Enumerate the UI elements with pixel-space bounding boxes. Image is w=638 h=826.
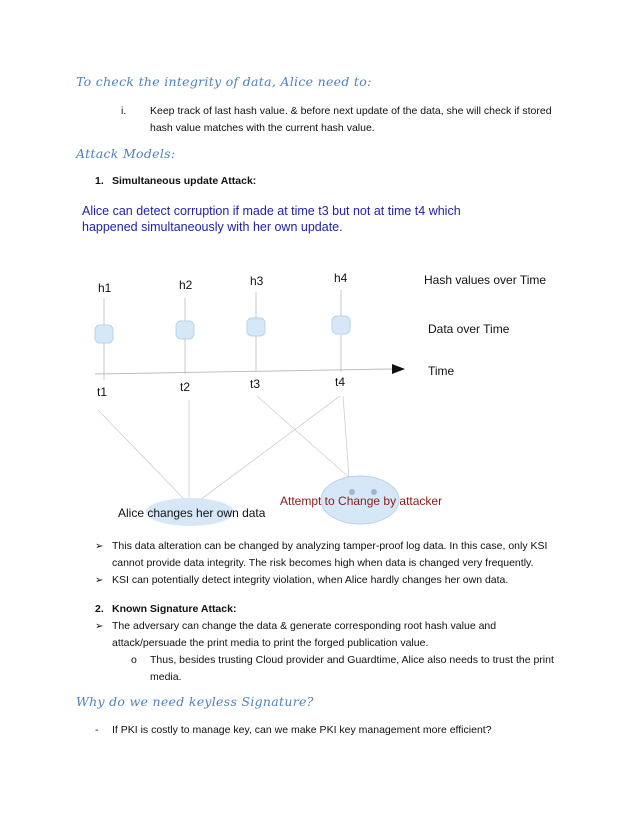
data-node-4 bbox=[332, 316, 350, 334]
bullet1-line1: This data alteration can be changed by analyzing tamper-proof log data. In this case, only KSI bbox=[112, 540, 548, 552]
dash-marker: - bbox=[95, 724, 99, 736]
data-node-1 bbox=[95, 325, 113, 343]
list-marker-i: i. bbox=[121, 105, 127, 117]
attack1-title: Simultaneous update Attack: bbox=[112, 175, 257, 187]
time-axis-arrow-icon bbox=[392, 364, 405, 374]
arrow-bullet-icon: ➢ bbox=[95, 621, 104, 632]
sub-bullet-marker: o bbox=[131, 654, 137, 666]
data-node-3 bbox=[247, 318, 265, 336]
hash-label-h1: h1 bbox=[98, 281, 112, 295]
link-t4-attacker bbox=[343, 396, 349, 478]
time-label-t3: t3 bbox=[250, 377, 261, 391]
legend-time: Time bbox=[428, 364, 455, 378]
time-label-t4: t4 bbox=[335, 375, 346, 389]
arrow-bullet-icon: ➢ bbox=[95, 575, 104, 586]
legend-hash-values: Hash values over Time bbox=[424, 273, 547, 287]
arrow-bullet-icon: ➢ bbox=[95, 541, 104, 552]
time-label-t1: t1 bbox=[97, 385, 108, 399]
hash-label-h4: h4 bbox=[334, 271, 348, 285]
attack1-number: 1. bbox=[95, 175, 104, 187]
dash-item-text: If PKI is costly to manage key, can we make PKI key management more efficient? bbox=[112, 724, 492, 736]
blue-note-line2: happened simultaneously with her own update. bbox=[82, 220, 343, 234]
time-label-t2: t2 bbox=[180, 380, 191, 394]
attack2-title: Known Signature Attack: bbox=[112, 603, 237, 615]
data-node-2 bbox=[176, 321, 194, 339]
hash-label-h2: h2 bbox=[179, 278, 193, 292]
item-i-line2: hash value matches with the current hash value. bbox=[150, 122, 375, 134]
bullet1-line2: cannot provide data integrity. The risk becomes high when data is changed very frequently. bbox=[112, 557, 534, 569]
legend-data-over-time: Data over Time bbox=[428, 322, 510, 336]
time-axis bbox=[95, 369, 392, 374]
attack2-bullet-line2: attack/persuade the print media to print the forged publication value. bbox=[112, 637, 429, 649]
bullet2-line1: KSI can potentially detect integrity violation, when Alice hardly changes her own data. bbox=[112, 574, 509, 586]
alice-change-label: Alice changes her own data bbox=[118, 506, 266, 520]
link-t3-attacker bbox=[257, 396, 352, 480]
attack2-bullet-line1: The adversary can change the data & generate corresponding root hash value and bbox=[112, 620, 497, 632]
attack2-number: 2. bbox=[95, 603, 104, 615]
sub-bullet-line2: media. bbox=[150, 671, 182, 683]
heading-keyless-signature: Why do we need keyless Signature? bbox=[76, 694, 314, 709]
sub-bullet-line1: Thus, besides trusting Cloud provider and Guardtime, Alice also needs to trust the print bbox=[150, 654, 554, 666]
blue-note-line1: Alice can detect corruption if made at time t3 but not at time t4 which bbox=[82, 204, 461, 218]
item-i-line1: Keep track of last hash value. & before next update of the data, she will check if stored bbox=[150, 105, 552, 117]
heading-integrity-check: To check the integrity of data, Alice need to: bbox=[76, 74, 372, 89]
link-t4-alice bbox=[200, 396, 340, 500]
hash-label-h3: h3 bbox=[250, 274, 264, 288]
heading-attack-models: Attack Models: bbox=[76, 146, 176, 161]
link-t1-alice bbox=[98, 410, 185, 500]
attacker-label: Attempt to Change by attacker bbox=[280, 494, 443, 508]
